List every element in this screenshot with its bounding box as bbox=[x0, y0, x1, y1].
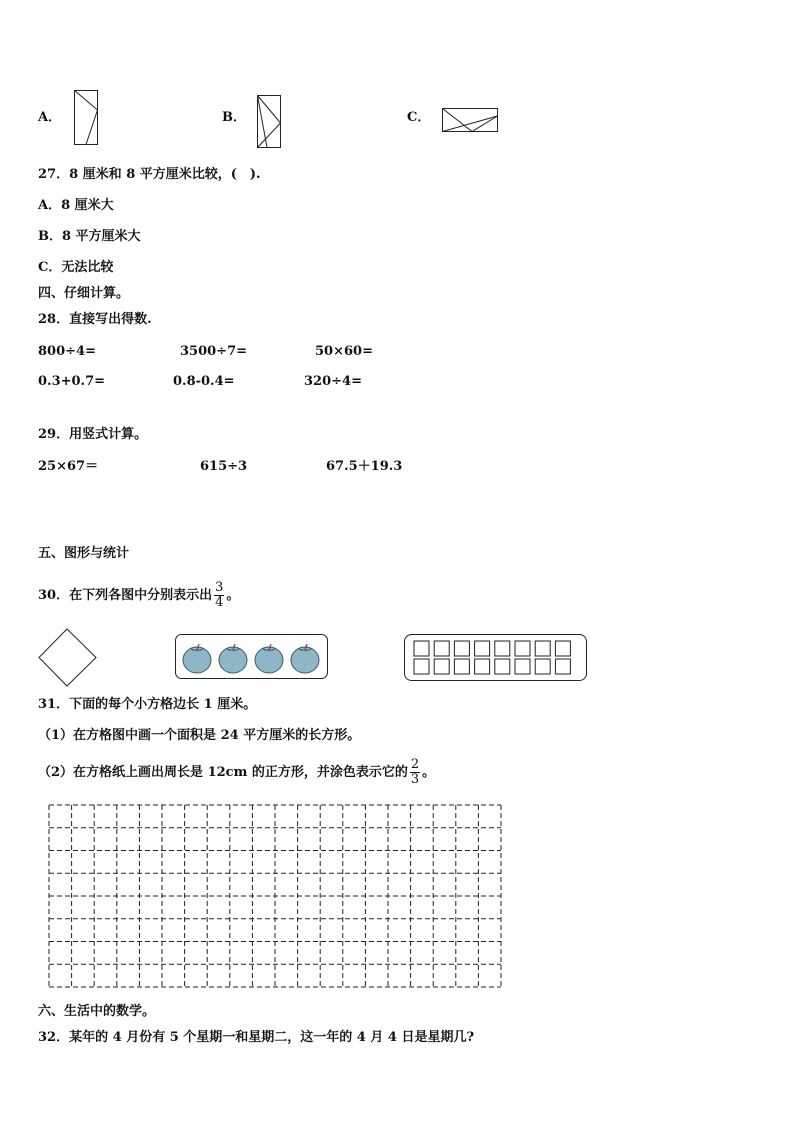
q27-stem: 27．8 厘米和 8 平方厘米比较，( ). bbox=[38, 167, 261, 182]
small-square bbox=[434, 659, 449, 674]
q31-stem: 31．下面的每个小方格边长 1 厘米。 bbox=[38, 697, 257, 712]
q31-sub2-end: 。 bbox=[422, 765, 436, 780]
q28-item: 0.8-0.4= bbox=[173, 374, 235, 389]
small-square bbox=[414, 641, 429, 656]
small-square bbox=[535, 659, 550, 674]
small-square bbox=[454, 659, 469, 674]
small-square bbox=[515, 659, 530, 674]
q30-square-grid-box bbox=[404, 634, 588, 682]
q29-stem: 29．用竖式计算。 bbox=[38, 427, 148, 442]
q31-sub2-text: （2）在方格纸上画出周长是 12cm 的正方形，并涂色表示它的 bbox=[38, 765, 408, 780]
q30-fraction bbox=[214, 581, 224, 610]
q29-item: 25×67＝ bbox=[38, 459, 99, 474]
q28-item: 0.3+0.7= bbox=[38, 374, 106, 389]
fraction-denominator: 3 bbox=[410, 772, 420, 787]
q28-item: 800÷4= bbox=[38, 344, 96, 359]
q29-item: 67.5＋19.3 bbox=[326, 459, 403, 474]
q28-item: 3500÷7= bbox=[180, 344, 248, 359]
option-c-figure bbox=[442, 108, 500, 134]
fraction-numerator: 2 bbox=[410, 757, 420, 772]
option-b-figure bbox=[257, 95, 283, 149]
q28-item: 50×60= bbox=[315, 344, 373, 359]
small-square bbox=[495, 659, 510, 674]
q31-sub2 bbox=[38, 755, 435, 791]
option-a-label: A． bbox=[38, 110, 62, 125]
q27-option-c: C．无法比较 bbox=[38, 260, 114, 275]
small-square bbox=[495, 641, 510, 656]
q27-option-b: B．8 平方厘米大 bbox=[38, 229, 141, 244]
q30-stem bbox=[38, 578, 239, 614]
small-square bbox=[434, 641, 449, 656]
q32-stem: 32．某年的 4 月份有 5 个星期一和星期二，这一年的 4 月 4 日是星期几? bbox=[38, 1030, 475, 1045]
q31-dashed-grid[interactable] bbox=[48, 804, 502, 988]
q27-option-a: A．8 厘米大 bbox=[38, 198, 114, 213]
option-a-figure bbox=[74, 90, 100, 146]
q31-sub1: （1）在方格图中画一个面积是 24 平方厘米的长方形。 bbox=[38, 728, 361, 743]
small-square bbox=[475, 641, 490, 656]
apple-icon bbox=[255, 644, 283, 673]
option-c-label: C． bbox=[407, 110, 431, 125]
q31-fraction bbox=[410, 758, 420, 787]
section-6-heading: 六、生活中的数学。 bbox=[38, 1004, 156, 1019]
q30-apple-box bbox=[175, 634, 329, 680]
apple-icon bbox=[291, 644, 319, 673]
fraction-numerator: 3 bbox=[215, 580, 224, 595]
q28-item: 320÷4= bbox=[304, 374, 362, 389]
apple-icon bbox=[219, 644, 247, 673]
q30-diamond bbox=[38, 628, 98, 688]
option-b-label: B． bbox=[222, 110, 246, 125]
small-square bbox=[555, 641, 570, 656]
q28-stem: 28．直接写出得数. bbox=[38, 312, 152, 327]
apple-icon bbox=[183, 644, 211, 673]
small-square bbox=[414, 659, 429, 674]
small-square bbox=[475, 659, 490, 674]
small-square bbox=[515, 641, 530, 656]
section-5-heading: 五、图形与统计 bbox=[38, 546, 130, 561]
small-square bbox=[555, 659, 570, 674]
fraction-denominator: 4 bbox=[215, 595, 224, 610]
q30-stem-end: 。 bbox=[226, 588, 240, 603]
small-square bbox=[535, 641, 550, 656]
q29-item: 615÷3 bbox=[200, 459, 248, 474]
section-4-heading: 四、仔细计算。 bbox=[38, 286, 130, 301]
small-square bbox=[454, 641, 469, 656]
q30-stem-text: 30．在下列各图中分别表示出 bbox=[38, 588, 213, 603]
